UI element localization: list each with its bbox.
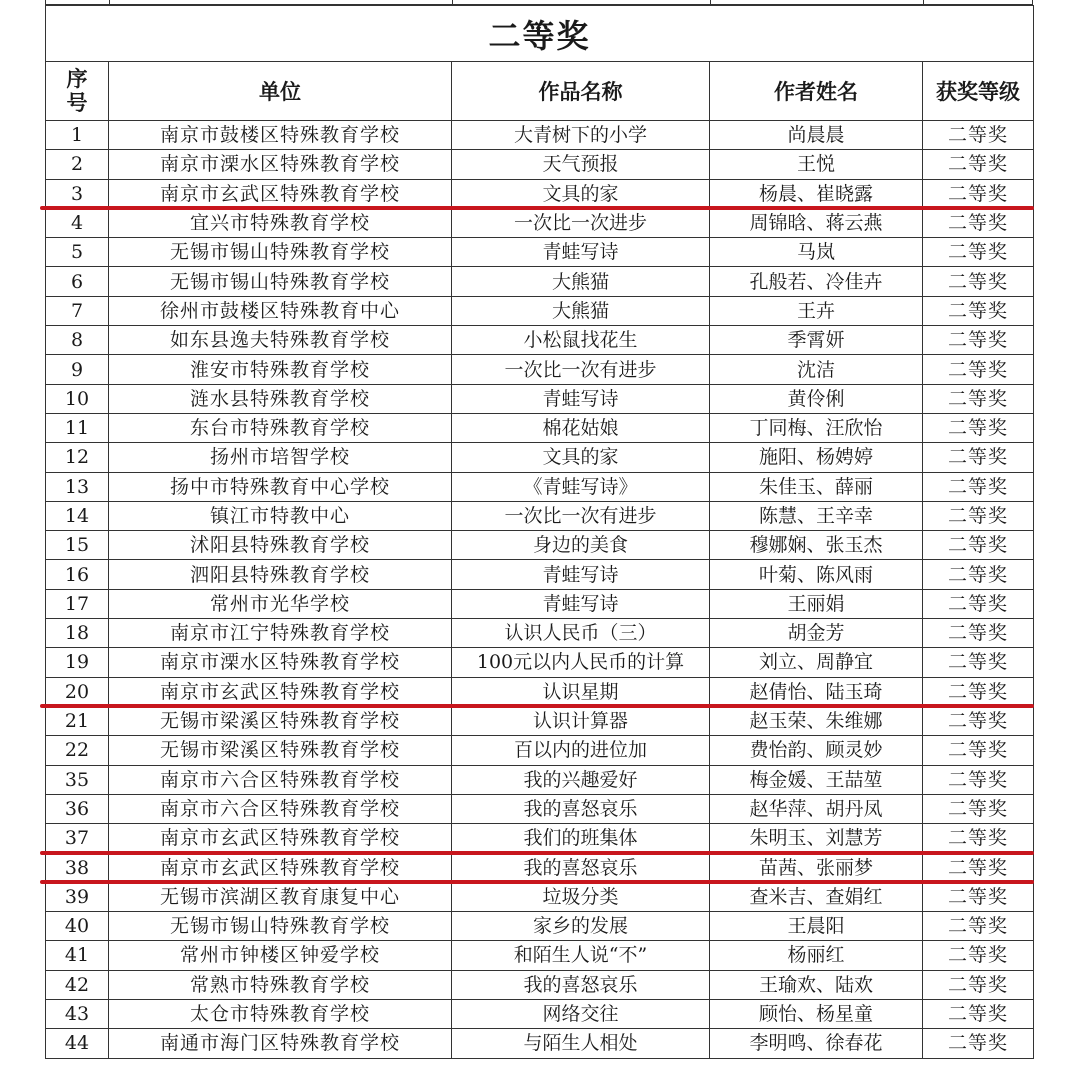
cell-work: 一次比一次有进步 <box>452 501 710 530</box>
cell-author: 刘立、周静宜 <box>710 648 923 677</box>
cell-seq: 14 <box>46 501 109 530</box>
column-header-author: 作者姓名 <box>710 62 923 121</box>
cell-author: 顾怡、杨星童 <box>710 999 923 1028</box>
cell-author: 王丽娟 <box>710 589 923 618</box>
column-header-work: 作品名称 <box>452 62 710 121</box>
cell-author: 胡金芳 <box>710 619 923 648</box>
cell-rank: 二等奖 <box>923 765 1034 794</box>
cell-unit: 无锡市锡山特殊教育学校 <box>109 238 452 267</box>
cell-seq: 41 <box>46 941 109 970</box>
cell-work: 文具的家 <box>452 443 710 472</box>
table-row <box>46 501 1034 530</box>
cell-seq: 12 <box>46 443 109 472</box>
seq-header-line1: 序 <box>66 66 88 91</box>
cell-work: 我的喜怒哀乐 <box>452 794 710 823</box>
cell-seq: 15 <box>46 531 109 560</box>
column-header-rank: 获奖等级 <box>923 62 1034 121</box>
cell-rank: 二等奖 <box>923 179 1034 208</box>
cell-author: 叶菊、陈风雨 <box>710 560 923 589</box>
cell-unit: 南通市海门区特殊教育学校 <box>109 1029 452 1058</box>
cell-unit: 如东县逸夫特殊教育学校 <box>109 326 452 355</box>
cell-rank: 二等奖 <box>923 121 1034 150</box>
cell-seq: 8 <box>46 326 109 355</box>
cell-author: 孔般若、冷佳卉 <box>710 267 923 296</box>
cell-seq: 7 <box>46 296 109 325</box>
cell-rank: 二等奖 <box>923 531 1034 560</box>
cell-author: 王瑜欢、陆欢 <box>710 970 923 999</box>
red-underline-mark <box>40 206 1034 210</box>
cell-unit: 无锡市梁溪区特殊教育学校 <box>109 706 452 735</box>
table-row <box>46 853 1034 882</box>
column-header-seq <box>46 62 109 121</box>
cell-author: 赵华萍、胡丹凤 <box>710 794 923 823</box>
cell-unit: 南京市玄武区特殊教育学校 <box>109 179 452 208</box>
cell-unit: 南京市六合区特殊教育学校 <box>109 765 452 794</box>
cell-author: 王悦 <box>710 150 923 179</box>
cell-rank: 二等奖 <box>923 882 1034 911</box>
cell-work: 青蛙写诗 <box>452 589 710 618</box>
cell-work: 小松鼠找花生 <box>452 326 710 355</box>
table-row <box>46 912 1034 941</box>
cell-author: 梅金媛、王喆堃 <box>710 765 923 794</box>
cell-unit: 东台市特殊教育学校 <box>109 413 452 442</box>
cell-rank: 二等奖 <box>923 853 1034 882</box>
cell-seq: 6 <box>46 267 109 296</box>
cell-rank: 二等奖 <box>923 648 1034 677</box>
cell-seq: 22 <box>46 736 109 765</box>
cell-rank: 二等奖 <box>923 706 1034 735</box>
cell-rank: 二等奖 <box>923 413 1034 442</box>
cell-rank: 二等奖 <box>923 296 1034 325</box>
cell-work: 网络交往 <box>452 999 710 1028</box>
cell-author: 朱佳玉、薛丽 <box>710 472 923 501</box>
table-row <box>46 999 1034 1028</box>
cell-author: 施阳、杨娉婷 <box>710 443 923 472</box>
table-row <box>46 882 1034 911</box>
table-row <box>46 560 1034 589</box>
cell-author: 沈洁 <box>710 355 923 384</box>
cell-author: 朱明玉、刘慧芳 <box>710 824 923 853</box>
cell-unit: 南京市江宁特殊教育学校 <box>109 619 452 648</box>
cell-unit: 镇江市特教中心 <box>109 501 452 530</box>
red-underline-mark <box>40 704 1034 708</box>
cell-work: 垃圾分类 <box>452 882 710 911</box>
cell-seq: 37 <box>46 824 109 853</box>
cell-work: 与陌生人相处 <box>452 1029 710 1058</box>
red-underline-mark <box>40 880 1034 884</box>
cell-unit: 徐州市鼓楼区特殊教育中心 <box>109 296 452 325</box>
cell-work: 我的喜怒哀乐 <box>452 853 710 882</box>
cell-unit: 涟水县特殊教育学校 <box>109 384 452 413</box>
table-row <box>46 384 1034 413</box>
cell-work: 大熊猫 <box>452 296 710 325</box>
cell-work: 大熊猫 <box>452 267 710 296</box>
cell-work: 认识人民币（三） <box>452 619 710 648</box>
cell-work: 百以内的进位加 <box>452 736 710 765</box>
cell-rank: 二等奖 <box>923 472 1034 501</box>
cell-author: 黄伶俐 <box>710 384 923 413</box>
cell-unit: 扬中市特殊教育中心学校 <box>109 472 452 501</box>
cell-unit: 南京市鼓楼区特殊教育学校 <box>109 121 452 150</box>
table-row <box>46 970 1034 999</box>
cell-rank: 二等奖 <box>923 326 1034 355</box>
previous-table-edge <box>45 0 1033 5</box>
cell-unit: 泗阳县特殊教育学校 <box>109 560 452 589</box>
cell-seq: 36 <box>46 794 109 823</box>
cell-work: 青蛙写诗 <box>452 238 710 267</box>
cell-work: 认识计算器 <box>452 706 710 735</box>
cell-rank: 二等奖 <box>923 999 1034 1028</box>
cell-unit: 南京市玄武区特殊教育学校 <box>109 853 452 882</box>
table-row <box>46 296 1034 325</box>
cell-rank: 二等奖 <box>923 736 1034 765</box>
cell-seq: 20 <box>46 677 109 706</box>
cell-work: 青蛙写诗 <box>452 560 710 589</box>
cell-unit: 无锡市梁溪区特殊教育学校 <box>109 736 452 765</box>
cell-rank: 二等奖 <box>923 208 1034 237</box>
cell-unit: 淮安市特殊教育学校 <box>109 355 452 384</box>
cell-seq: 13 <box>46 472 109 501</box>
cell-unit: 无锡市锡山特殊教育学校 <box>109 267 452 296</box>
table-row <box>46 531 1034 560</box>
cell-unit: 南京市玄武区特殊教育学校 <box>109 677 452 706</box>
table-row <box>46 326 1034 355</box>
cell-unit: 常州市光华学校 <box>109 589 452 618</box>
table-row <box>46 179 1034 208</box>
cell-work: 我们的班集体 <box>452 824 710 853</box>
table-row <box>46 824 1034 853</box>
cell-unit: 无锡市锡山特殊教育学校 <box>109 912 452 941</box>
award-sheet <box>45 0 1033 1059</box>
cell-seq: 10 <box>46 384 109 413</box>
cell-work: 100元以内人民币的计算 <box>452 648 710 677</box>
cell-rank: 二等奖 <box>923 677 1034 706</box>
cell-seq: 38 <box>46 853 109 882</box>
cell-unit: 扬州市培智学校 <box>109 443 452 472</box>
cell-seq: 39 <box>46 882 109 911</box>
cell-rank: 二等奖 <box>923 238 1034 267</box>
cell-work: 青蛙写诗 <box>452 384 710 413</box>
cell-work: 棉花姑娘 <box>452 413 710 442</box>
cell-author: 赵玉荣、朱维娜 <box>710 706 923 735</box>
cell-seq: 43 <box>46 999 109 1028</box>
cell-seq: 4 <box>46 208 109 237</box>
cell-author: 王卉 <box>710 296 923 325</box>
cell-work: 身边的美食 <box>452 531 710 560</box>
cell-unit: 无锡市滨湖区教育康复中心 <box>109 882 452 911</box>
cell-unit: 沭阳县特殊教育学校 <box>109 531 452 560</box>
cell-rank: 二等奖 <box>923 941 1034 970</box>
cell-unit: 常州市钟楼区钟爱学校 <box>109 941 452 970</box>
cell-rank: 二等奖 <box>923 794 1034 823</box>
cell-work: 一次比一次进步 <box>452 208 710 237</box>
cell-seq: 3 <box>46 179 109 208</box>
cell-rank: 二等奖 <box>923 443 1034 472</box>
cell-work: 《青蛙写诗》 <box>452 472 710 501</box>
table-row <box>46 267 1034 296</box>
cell-work: 家乡的发展 <box>452 912 710 941</box>
cell-rank: 二等奖 <box>923 560 1034 589</box>
cell-author: 丁同梅、汪欣怡 <box>710 413 923 442</box>
cell-seq: 9 <box>46 355 109 384</box>
cell-unit: 南京市六合区特殊教育学校 <box>109 794 452 823</box>
table-row <box>46 413 1034 442</box>
cell-work: 我的兴趣爱好 <box>452 765 710 794</box>
cell-seq: 5 <box>46 238 109 267</box>
cell-seq: 21 <box>46 706 109 735</box>
cell-rank: 二等奖 <box>923 824 1034 853</box>
cell-author: 苗茜、张丽梦 <box>710 853 923 882</box>
cell-author: 陈慧、王辛幸 <box>710 501 923 530</box>
cell-author: 李明鸣、徐春花 <box>710 1029 923 1058</box>
cell-seq: 19 <box>46 648 109 677</box>
table-row <box>46 1029 1034 1058</box>
cell-seq: 40 <box>46 912 109 941</box>
cell-rank: 二等奖 <box>923 1029 1034 1058</box>
table-row <box>46 238 1034 267</box>
cell-unit: 常熟市特殊教育学校 <box>109 970 452 999</box>
cell-author: 季霄妍 <box>710 326 923 355</box>
cell-author: 穆娜娴、张玉杰 <box>710 531 923 560</box>
cell-unit: 南京市玄武区特殊教育学校 <box>109 824 452 853</box>
table-row <box>46 355 1034 384</box>
cell-author: 马岚 <box>710 238 923 267</box>
cell-seq: 42 <box>46 970 109 999</box>
award-table <box>45 5 1034 1059</box>
cell-rank: 二等奖 <box>923 501 1034 530</box>
column-header-unit: 单位 <box>109 62 452 121</box>
cell-rank: 二等奖 <box>923 267 1034 296</box>
table-row <box>46 706 1034 735</box>
table-row <box>46 794 1034 823</box>
cell-author: 杨晨、崔晓露 <box>710 179 923 208</box>
cell-work: 我的喜怒哀乐 <box>452 970 710 999</box>
cell-rank: 二等奖 <box>923 150 1034 179</box>
cell-author: 周锦晗、蒋云燕 <box>710 208 923 237</box>
cell-work: 大青树下的小学 <box>452 121 710 150</box>
red-underline-mark <box>40 851 1034 855</box>
table-row <box>46 208 1034 237</box>
table-row <box>46 941 1034 970</box>
header-row <box>46 62 1034 121</box>
cell-author: 费怡韵、顾灵妙 <box>710 736 923 765</box>
table-row <box>46 121 1034 150</box>
table-row <box>46 736 1034 765</box>
cell-author: 尚晨晨 <box>710 121 923 150</box>
cell-author: 赵倩怡、陆玉琦 <box>710 677 923 706</box>
cell-seq: 2 <box>46 150 109 179</box>
cell-seq: 16 <box>46 560 109 589</box>
table-row <box>46 619 1034 648</box>
cell-seq: 44 <box>46 1029 109 1058</box>
cell-rank: 二等奖 <box>923 384 1034 413</box>
cell-seq: 18 <box>46 619 109 648</box>
cell-seq: 1 <box>46 121 109 150</box>
cell-rank: 二等奖 <box>923 970 1034 999</box>
cell-seq: 11 <box>46 413 109 442</box>
table-row <box>46 443 1034 472</box>
table-row <box>46 765 1034 794</box>
cell-unit: 南京市溧水区特殊教育学校 <box>109 150 452 179</box>
cell-unit: 南京市溧水区特殊教育学校 <box>109 648 452 677</box>
cell-rank: 二等奖 <box>923 355 1034 384</box>
cell-unit: 宜兴市特殊教育学校 <box>109 208 452 237</box>
table-row <box>46 472 1034 501</box>
cell-author: 查米吉、查娟红 <box>710 882 923 911</box>
cell-work: 天气预报 <box>452 150 710 179</box>
cell-seq: 17 <box>46 589 109 618</box>
cell-author: 杨丽红 <box>710 941 923 970</box>
cell-work: 文具的家 <box>452 179 710 208</box>
table-row <box>46 648 1034 677</box>
section-title: 二等奖 <box>46 6 1034 62</box>
cell-rank: 二等奖 <box>923 589 1034 618</box>
cell-work: 认识星期 <box>452 677 710 706</box>
cell-rank: 二等奖 <box>923 619 1034 648</box>
seq-header-line2: 号 <box>66 90 88 115</box>
table-row <box>46 150 1034 179</box>
cell-rank: 二等奖 <box>923 912 1034 941</box>
cell-seq: 35 <box>46 765 109 794</box>
cell-work: 一次比一次有进步 <box>452 355 710 384</box>
table-row <box>46 677 1034 706</box>
cell-author: 王晨阳 <box>710 912 923 941</box>
cell-work: 和陌生人说“不” <box>452 941 710 970</box>
cell-unit: 太仓市特殊教育学校 <box>109 999 452 1028</box>
table-row <box>46 589 1034 618</box>
